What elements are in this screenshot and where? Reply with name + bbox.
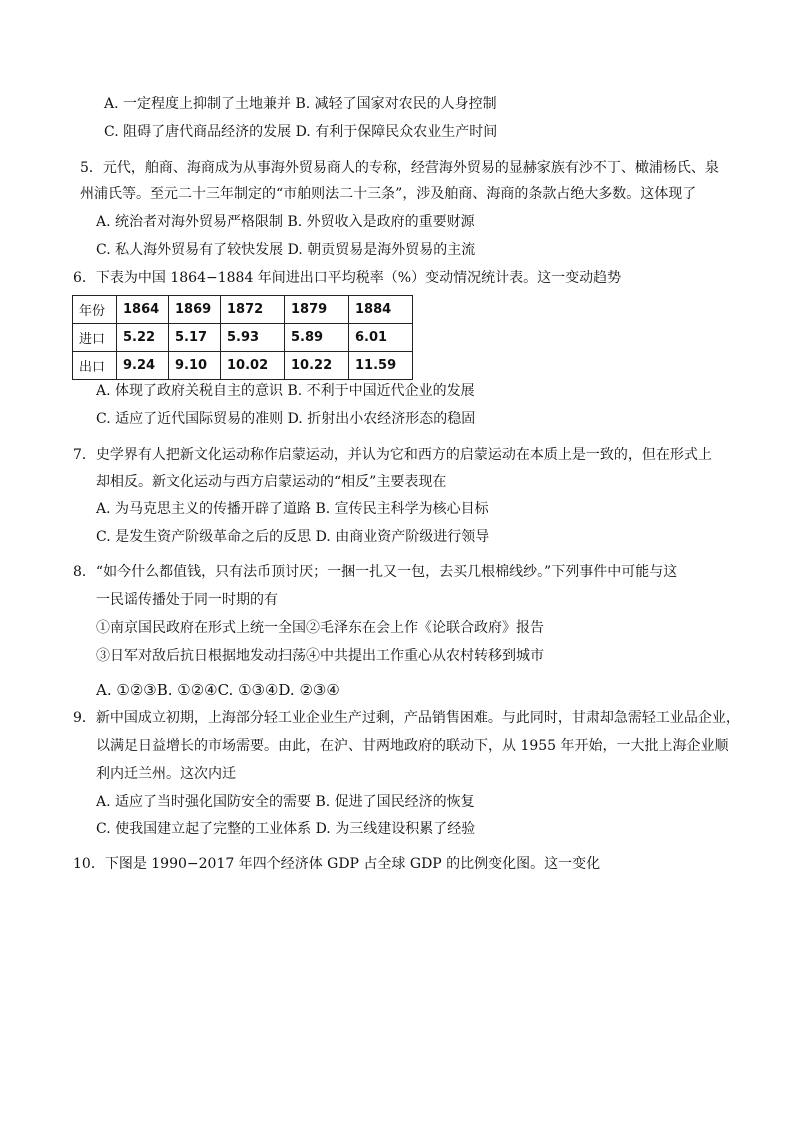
table-cell: 11.59: [349, 352, 413, 380]
q7-stem-line1: 7．史学界有人把新文化运动称作启蒙运动，并认为它和西方的启蒙运动在本质上是一致的，但在形式上: [73, 447, 712, 463]
q8-stem-line2: 一民谣传播处于同一时期的有: [96, 592, 278, 608]
q9-stem-line1: 9．新中国成立初期，上海部分轻工业企业生产过剩，产品销售困难。与此同时，甘肃却急需轻工业品企业，: [73, 710, 740, 726]
q7-option-cd: C. 是发生资产阶级革命之后的反思 D. 由商业资产阶级进行领导: [96, 529, 490, 545]
q5-option-ab: A. 统治者对海外贸易严格限制 B. 外贸收入是政府的重要财源: [96, 214, 475, 230]
table-row: [73, 352, 413, 380]
table-cell: 1879: [285, 296, 349, 324]
q9-option-cd: C. 使我国建立起了完整的工业体系 D. 为三线建设积累了经验: [96, 821, 476, 837]
q5-stem-line1: 5．元代，舶商、海商成为从事海外贸易商人的专称，经营海外贸易的显赫家族有沙不丁、橄浦杨氏、泉: [80, 160, 719, 176]
table-cell: 1864: [117, 296, 169, 324]
q5-option-cd: C. 私人海外贸易有了较快发展 D. 朝贡贸易是海外贸易的主流: [96, 242, 476, 258]
q7-stem-line2: 却相反。新文化运动与西方启蒙运动的“相反”主要表现在: [96, 474, 447, 490]
table-cell: 年份: [73, 296, 117, 324]
q9-option-ab: A. 适应了当时强化国防安全的需要 B. 促进了国民经济的恢复: [96, 794, 475, 810]
q9-stem-line2: 以满足日益增长的市场需要。由此，在沪、甘两地政府的联动下，从 1955 年开始，一大批上海企业顺: [96, 738, 729, 754]
table-cell: 1884: [349, 296, 413, 324]
table-cell: 10.02: [221, 352, 285, 380]
table-cell: 6.01: [349, 324, 413, 352]
table-cell: 1869: [169, 296, 221, 324]
table-cell: 5.93: [221, 324, 285, 352]
q7-option-ab: A. 为马克思主义的传播开辟了道路 B. 宣传民主科学为核心目标: [96, 501, 489, 517]
table-row: [73, 324, 413, 352]
table-cell: 5.22: [117, 324, 169, 352]
table-cell: 9.24: [117, 352, 169, 380]
q8-items-1-2: ①南京国民政府在形式上统一全国②毛泽东在会上作《论联合政府》报告: [96, 620, 544, 636]
q4-option-ab: A. 一定程度上抑制了土地兼并 B. 减轻了国家对农民的人身控制: [104, 96, 497, 112]
q8-items-3-4: ③日军对敌后抗日根据地发动扫荡④中共提出工作重心从农村转移到城市: [96, 648, 544, 664]
table-cell: 10.22: [285, 352, 349, 380]
q8-stem-line1: 8．“如今什么都值钱，只有法币顶讨厌；一捆一扎又一包，去买几根棉线纱。”下列事件中可能与这: [73, 564, 678, 580]
q4-option-cd: C. 阻碍了唐代商品经济的发展 D. 有利于保障民众农业生产时间: [104, 124, 498, 140]
tax-rate-table: [72, 295, 413, 380]
table-cell: 9.10: [169, 352, 221, 380]
table-cell: 进口: [73, 324, 117, 352]
table-header-row: [73, 296, 413, 324]
q10-stem: 10．下图是 1990−2017 年四个经济体 GDP 占全球 GDP 的比例变化图。这一变化: [73, 856, 601, 872]
table-cell: 5.17: [169, 324, 221, 352]
q8-options: A. ①②③B. ①②④C. ①③④D. ②③④: [96, 681, 340, 699]
table-cell: 出口: [73, 352, 117, 380]
q6-option-ab: A. 体现了政府关税自主的意识 B. 不利于中国近代企业的发展: [96, 383, 475, 399]
table-cell: 1872: [221, 296, 285, 324]
q6-option-cd: C. 适应了近代国际贸易的准则 D. 折射出小农经济形态的稳固: [96, 411, 476, 427]
q5-stem-line2: 州浦氏等。至元二十三年制定的“市舶则法二十三条”，涉及舶商、海商的条款占绝大多数。这体现了: [80, 186, 697, 202]
q6-stem: 6．下表为中国 1864−1884 年间进出口平均税率（%）变动情况统计表。这一变动趋势: [73, 270, 622, 286]
q9-stem-line3: 利内迁兰州。这次内迁: [96, 766, 236, 782]
table-cell: 5.89: [285, 324, 349, 352]
